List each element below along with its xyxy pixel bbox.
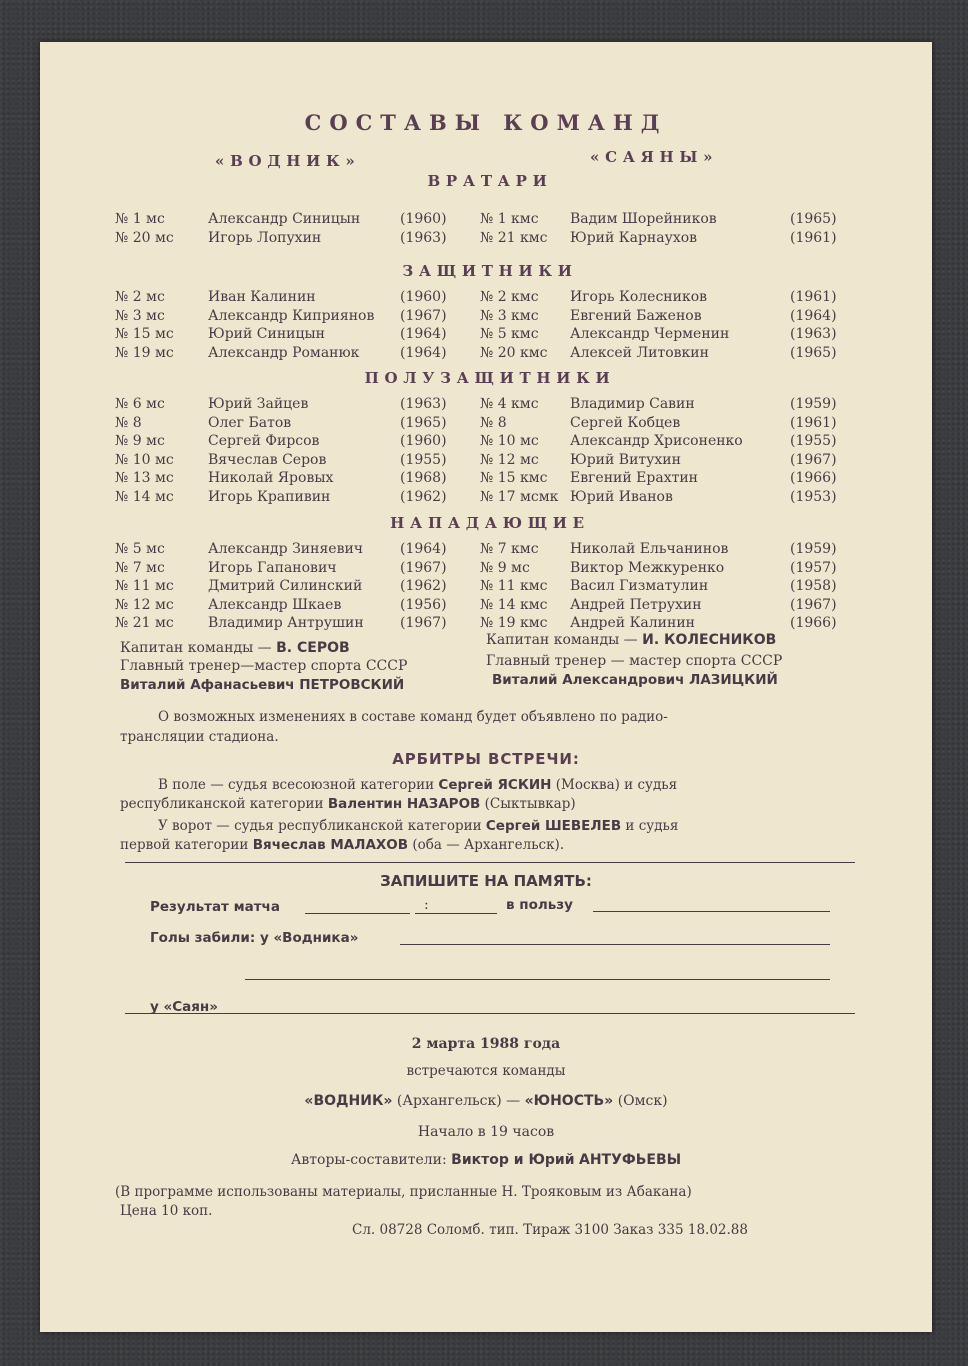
player-year: (1961) — [790, 289, 837, 305]
referees-line-1: В поле — судья всесоюзной категории Сергей ЯСКИН (Москва) и судья — [158, 777, 678, 793]
player-number: № 10 мс — [115, 451, 174, 468]
player-number: № 3 мс — [115, 307, 165, 324]
coach-home-name — [120, 677, 404, 693]
memo-sayan-label: у «Саян» — [150, 999, 218, 1015]
player-number: № 2 мс — [115, 289, 165, 305]
player-name: Александр Романюк — [208, 344, 360, 361]
team-home-name: «ВОДНИК» — [215, 152, 361, 170]
player-number: № 20 мс — [115, 229, 174, 246]
player-year: (1961) — [790, 229, 837, 246]
program-sheet — [40, 42, 932, 1332]
captain-home — [120, 640, 350, 656]
player-number: № 4 кмс — [480, 396, 539, 412]
player-number: № 21 мс — [115, 615, 174, 631]
captain-away — [486, 632, 776, 648]
player-year: (1963) — [400, 396, 447, 412]
team-away-name: «САЯНЫ» — [590, 148, 719, 166]
player-name: Евгений Баженов — [570, 307, 702, 324]
memo-favor-label: в пользу — [506, 897, 573, 913]
player-year: (1968) — [400, 470, 447, 486]
player-name: Васил Гизматулин — [570, 578, 709, 594]
player-number: № 1 мс — [115, 211, 165, 227]
player-name: Евгений Ерахтин — [570, 470, 698, 486]
coach-home-last: ПЕТРОВСКИЙ — [299, 677, 405, 693]
player-number: № 9 мс — [480, 559, 530, 576]
result-home-line[interactable] — [305, 913, 410, 914]
player-year: (1960) — [400, 211, 447, 227]
coach-away-name — [492, 672, 778, 688]
player-name: Николай Яровых — [208, 470, 334, 486]
player-number: № 15 мс — [115, 326, 174, 342]
player-year: (1967) — [400, 307, 447, 324]
goals-away-line[interactable] — [240, 1013, 830, 1014]
player-year: (1960) — [400, 289, 447, 305]
player-number: № 14 кмс — [480, 596, 548, 613]
player-name: Дмитрий Силинский — [208, 578, 363, 594]
player-year: (1967) — [400, 559, 447, 576]
player-name: Вадим Шорейников — [570, 211, 717, 227]
next-date: 2 марта 1988 года — [411, 1036, 561, 1052]
result-away-line[interactable] — [415, 913, 497, 914]
player-number: № 7 мс — [115, 559, 165, 576]
player-number: № 11 кмс — [480, 578, 548, 594]
player-name: Владимир Савин — [570, 396, 695, 412]
referees-heading: АРБИТРЫ ВСТРЕЧИ: — [392, 750, 580, 768]
player-name: Игорь Лопухин — [208, 229, 322, 246]
player-year: (1967) — [790, 451, 837, 468]
imprint: Сл. 08728 Соломб. тип. Тираж 3100 Заказ 335 18.02.88 — [352, 1222, 748, 1238]
player-number: № 13 мс — [115, 470, 174, 486]
section-heading: ПОЛУЗАЩИТНИКИ — [364, 369, 616, 387]
referees-line-4: первой категории Вячеслав МАЛАХОВ (оба — Архангельск). — [120, 837, 565, 853]
goals-home-line[interactable] — [400, 944, 830, 945]
player-name: Юрий Карнаухов — [570, 229, 698, 246]
coach-away-last: ЛАЗИЦКИЙ — [689, 672, 778, 688]
captain-home-label: Капитан команды — — [120, 640, 272, 656]
coach-home-label: Главный тренер—мастер спорта СССР — [120, 658, 408, 674]
goals-home-line-2[interactable] — [245, 979, 830, 980]
player-year: (1955) — [790, 433, 837, 449]
player-year: (1961) — [790, 414, 837, 431]
player-number: № 12 мс — [115, 596, 174, 613]
section-heading: НАПАДАЮЩИЕ — [390, 514, 590, 532]
player-number: № 19 мс — [115, 344, 174, 361]
player-year: (1962) — [400, 578, 447, 594]
player-number: № 2 кмс — [480, 289, 539, 305]
winner-line[interactable] — [593, 911, 830, 912]
player-year: (1953) — [790, 488, 837, 505]
player-year: (1962) — [400, 488, 447, 505]
player-number: № 8 — [115, 414, 142, 431]
player-name: Юрий Синицын — [208, 326, 325, 342]
player-number: № 12 мс — [480, 451, 539, 468]
next-meet: встречаются команды — [406, 1063, 566, 1079]
player-name: Сергей Кобцев — [570, 414, 681, 431]
player-year: (1955) — [400, 451, 447, 468]
player-year: (1964) — [400, 541, 447, 557]
player-name: Виктор Межкуренко — [570, 559, 725, 576]
footnote: (В программе использованы материалы, присланные Н. Трояковым из Абакана) — [115, 1184, 692, 1200]
player-name: Олег Батов — [208, 414, 292, 431]
referees-line-3: У ворот — судья республиканской категории Сергей ШЕВЕЛЕВ и судья — [158, 818, 679, 834]
captain-away-name: И. КОЛЕСНИКОВ — [642, 632, 777, 648]
player-name: Андрей Калинин — [570, 615, 695, 631]
player-year: (1959) — [790, 541, 837, 557]
player-number: № 3 кмс — [480, 307, 539, 324]
player-year: (1967) — [400, 615, 447, 631]
player-number: № 9 мс — [115, 433, 165, 449]
player-year: (1957) — [790, 559, 837, 576]
player-name: Александр Шкаев — [208, 596, 342, 613]
coach-home-first: Виталий Афанасьевич — [120, 677, 295, 693]
next-start: Начало в 19 часов — [417, 1124, 555, 1140]
player-year: (1965) — [790, 344, 837, 361]
player-name: Игорь Колесников — [570, 289, 708, 305]
authors: Авторы-составители: Виктор и Юрий АНТУФЬЕВЫ — [290, 1152, 682, 1168]
player-name: Александр Киприянов — [208, 307, 375, 324]
page-title: СОСТАВЫ КОМАНД — [304, 110, 668, 135]
player-name: Николай Ельчанинов — [570, 541, 729, 557]
player-year: (1960) — [400, 433, 447, 449]
player-year: (1963) — [790, 326, 837, 342]
player-name: Владимир Антрушин — [208, 615, 364, 631]
coach-away-first: Виталий Александрович — [492, 672, 685, 688]
player-number: № 7 кмс — [480, 541, 539, 557]
player-year: (1964) — [400, 326, 447, 342]
player-name: Александр Зиняевич — [208, 541, 364, 557]
player-year: (1964) — [790, 307, 837, 324]
player-year: (1956) — [400, 596, 447, 613]
player-name: Александр Синицын — [208, 211, 361, 227]
player-name: Юрий Зайцев — [208, 396, 309, 412]
player-number: № 10 мс — [480, 433, 539, 449]
player-name: Алексей Литовкин — [570, 344, 709, 361]
player-number: № 14 мс — [115, 488, 174, 505]
player-name: Александр Хрисоненко — [570, 433, 743, 449]
player-year: (1959) — [790, 396, 837, 412]
section-heading: ЗАЩИТНИКИ — [402, 262, 578, 280]
player-year: (1966) — [790, 615, 837, 631]
memo-result-label: Результат матча — [150, 899, 280, 915]
player-name: Александр Черменин — [570, 326, 730, 342]
player-year: (1964) — [400, 344, 447, 361]
coach-away-label: Главный тренер — мастер спорта СССР — [486, 653, 783, 669]
player-number: № 17 мсмк — [480, 488, 559, 505]
next-teams: «ВОДНИК» (Архангельск) — «ЮНОСТЬ» (Омск) — [304, 1093, 668, 1109]
player-name: Сергей Фирсов — [208, 433, 320, 449]
memo-heading: ЗАПИШИТЕ НА ПАМЯТЬ: — [380, 872, 592, 890]
player-name: Юрий Иванов — [570, 488, 673, 505]
player-name: Игорь Крапивин — [208, 488, 331, 505]
player-number: № 19 кмс — [480, 615, 548, 631]
memo-colon: : — [424, 897, 429, 913]
player-number: № 1 кмс — [480, 211, 539, 227]
player-number: № 20 кмс — [480, 344, 548, 361]
player-year: (1967) — [790, 596, 837, 613]
player-number: № 11 мс — [115, 578, 174, 594]
player-year: (1963) — [400, 229, 447, 246]
notice-line-1: О возможных изменениях в составе команд будет объявлено по радио- — [158, 709, 668, 725]
referees-line-2: республиканской категории Валентин НАЗАРОВ (Сыктывкар) — [120, 796, 576, 812]
player-number: № 5 мс — [115, 541, 165, 557]
player-name: Юрий Витухин — [570, 451, 681, 468]
player-number: № 6 мс — [115, 396, 165, 412]
captain-home-name: В. СЕРОВ — [276, 640, 350, 656]
player-name: Игорь Гапанович — [208, 559, 337, 576]
notice-line-2: трансляции стадиона. — [120, 729, 279, 745]
player-number: № 8 — [480, 414, 507, 431]
player-name: Андрей Петрухин — [570, 596, 702, 613]
player-number: № 5 кмс — [480, 326, 539, 342]
player-name: Вячеслав Серов — [208, 451, 327, 468]
player-year: (1966) — [790, 470, 837, 486]
memo-goals-label: Голы забили: у «Водника» — [150, 930, 359, 946]
player-year: (1965) — [400, 414, 447, 431]
player-number: № 15 кмс — [480, 470, 548, 486]
captain-away-label: Капитан команды — — [486, 632, 638, 648]
player-number: № 21 кмс — [480, 229, 548, 246]
section-heading: ВРАТАРИ — [427, 172, 553, 190]
price: Цена 10 коп. — [120, 1203, 213, 1219]
player-name: Иван Калинин — [208, 289, 316, 305]
player-year: (1958) — [790, 578, 837, 594]
player-year: (1965) — [790, 211, 837, 227]
